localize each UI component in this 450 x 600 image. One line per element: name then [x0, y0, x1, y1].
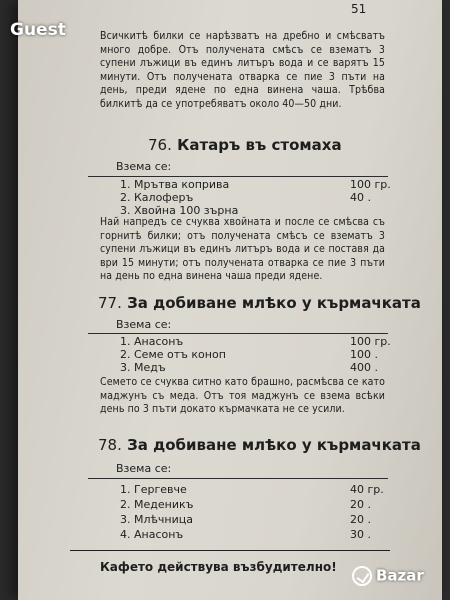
divider — [88, 333, 388, 334]
section-heading: За добиване млѣко у кърмачката — [127, 294, 421, 312]
section-76-title — [148, 136, 342, 154]
watermark: Guest — [10, 20, 66, 40]
vzema-label: Взема се: — [116, 160, 172, 173]
section-number: 77. — [98, 294, 122, 312]
ingredient-name: 3. Медъ — [120, 361, 166, 374]
ingredient-row — [100, 498, 380, 511]
section-number: 78. — [98, 436, 122, 454]
ingredient-name: 1. Мрътва коприва — [120, 178, 230, 191]
ingredient-qty: 100 гр. — [350, 178, 391, 191]
ingredient-row — [100, 361, 380, 374]
page-number: 51 — [351, 2, 367, 16]
logo-text: Bazar — [376, 566, 424, 585]
ingredient-row — [100, 178, 391, 191]
ingredient-name: 4. Анасонъ — [120, 528, 184, 541]
ingredient-row — [100, 191, 380, 204]
divider — [88, 478, 388, 479]
ingredient-name: 1. Гергевче — [120, 483, 187, 496]
ingredient-qty: 40 гр. — [350, 483, 384, 496]
ingredient-name: 1. Анасонъ — [120, 335, 184, 348]
section-77-title — [98, 294, 421, 312]
section-heading: За добиване млѣко у кърмачката — [127, 436, 421, 454]
vzema-label: Взема се: — [116, 318, 172, 331]
ingredient-row — [100, 528, 380, 541]
checkmark-icon — [352, 566, 372, 586]
ingredient-name: 3. Млѣчница — [120, 513, 193, 526]
ingredient-qty: 100 гр. — [350, 335, 391, 348]
ingredient-qty: 20 . — [350, 498, 371, 511]
ingredient-qty: 40 . — [350, 191, 371, 204]
ingredient-qty: 400 . — [350, 361, 378, 374]
ingredient-name: 3. Хвойна 100 зърна — [120, 204, 239, 217]
section-heading: Катаръ въ стомаха — [177, 136, 342, 154]
ingredient-name: 2. Семе отъ коноп — [120, 348, 226, 361]
footer-divider — [70, 550, 390, 551]
ingredient-row — [100, 348, 380, 361]
section-76-text: Най напредъ се счуква хвойната и после се смѣсва съ горнитѣ билки; отъ получената смѣсъ се взематъ 3 супени лъжици въ единъ литъръ вода и се поставя да ври 15 минути; отъ получената отварка се пие 3 пъти на день по една винена чаша преди ядене. — [100, 216, 385, 282]
ingredient-qty: 100 . — [350, 348, 378, 361]
ingredient-row — [100, 513, 380, 526]
ingredient-name: 2. Меденикъ — [120, 498, 194, 511]
section-number: 76. — [148, 136, 172, 154]
divider — [88, 176, 388, 177]
ingredient-name: 2. Калоферъ — [120, 191, 194, 204]
section-77-text: Семето се счуква ситно като брашно, расмѣсва се като маджунъ съ меда. Отъ тоя маджунъ се взема всѣки день по 3 пъти докато кърмачката не се усили. — [100, 376, 385, 415]
vzema-label: Взема се: — [116, 462, 172, 475]
ingredient-qty: 30 . — [350, 528, 371, 541]
book-page — [18, 0, 442, 600]
footer-text: Кафето действува възбудително! — [100, 560, 337, 574]
section-78-title — [98, 436, 421, 454]
bazar-logo — [352, 566, 444, 594]
ingredient-row — [100, 483, 384, 496]
intro-paragraph: Всичкитѣ билки се нарѣзватъ на дребно и смѣсватъ много добре. Отъ получената смѣсъ се взематъ 3 супени лъжици въ единъ литъръ вода и се варятъ 15 минути. Отъ получената отварка се пие 3 пъти на день, преди ядене по една винена чаша. Трѣбва билкитѣ да се употребяватъ около 40—50 дни. — [100, 30, 385, 110]
ingredient-qty: 20 . — [350, 513, 371, 526]
ingredient-row — [100, 335, 391, 348]
